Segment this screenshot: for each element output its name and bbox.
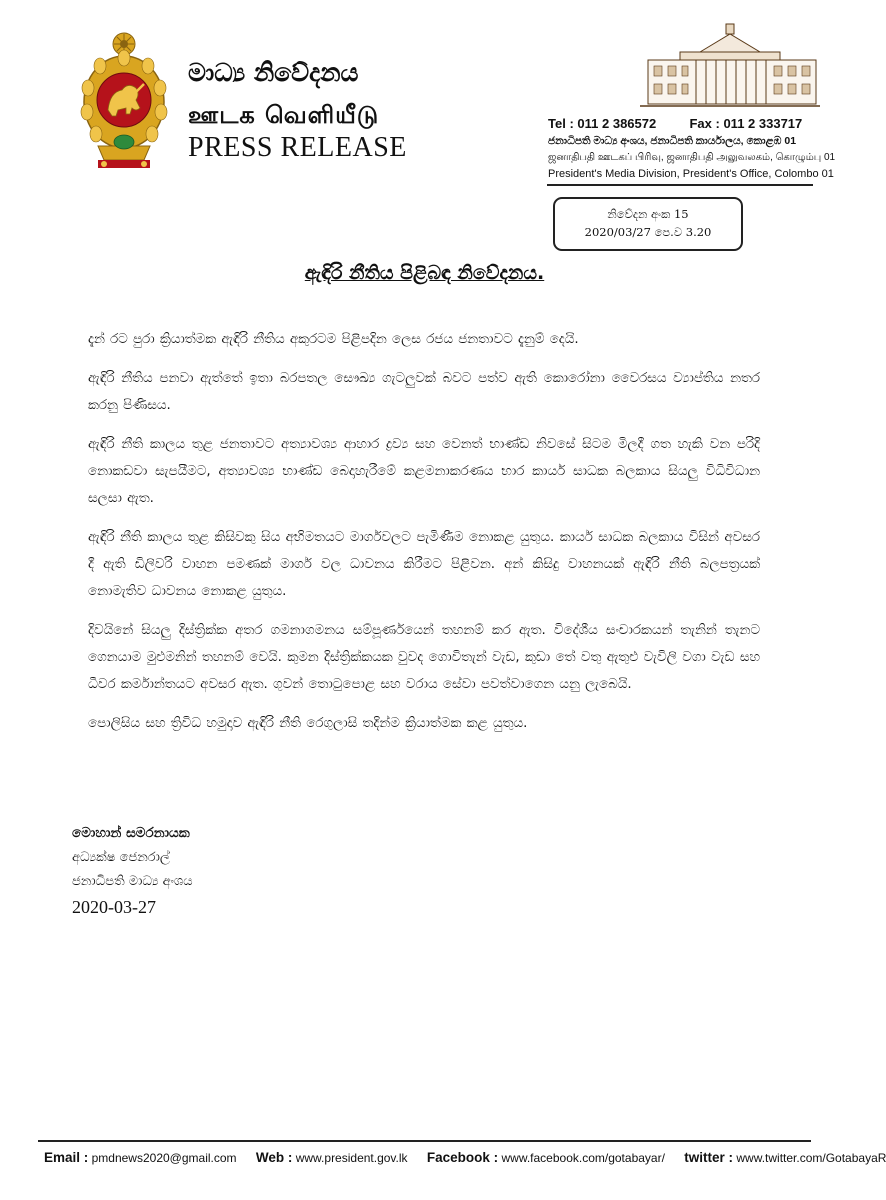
brand-english: PRESS RELEASE [188,132,407,163]
release-date-time: 2020/03/27 පෙ.ව 3.20 [584,225,712,239]
reference-box [553,197,743,251]
footer [44,1150,886,1165]
web-label: Web : [255,1150,293,1165]
sri-lanka-emblem-icon [78,30,170,170]
fax-value: 011 2 333717 [723,116,803,131]
contact-phones: Tel : 011 2 386572 Fax : 011 2 333717 [548,116,803,131]
tel-label: Tel [548,116,566,131]
email-link[interactable]: pmdnews2020@gmail.com [91,1151,237,1165]
paragraph: ඇඳිරි නීතිය පනවා ඇත්තේ ඉතා බරපතල සෞඛ්‍ය ගැටලුවක් බවට පත්ව ඇති කොරෝනා වෛරසය ව්‍යාප්තිය නතර කරනු පිණිසය. [88,371,760,413]
signatory-office: ජනාධිපති මාධ්‍ය අංශය [72,874,193,889]
brand-tamil: ஊடக வெளியீடு [188,100,380,129]
signature-block [72,820,193,920]
paragraph: දිවයිනේ සියලු දිස්ත්‍රික්ක අතර ගමනාගමනය සම්පූර්ණයෙන් තහනම් කර ඇත. විදේශීය සංචාරකයන් තැනින් තැනට ගෙනයාම මුළුමනින් තහනම් වෙයි. කුමන දිස්ත්‍රික්කයක වුවද ගොවිතැන් වැඩ, කුඩා තේ වතු ඇතුළු වැවිලි වගා වැඩ සහ ධීවර කර්මාන්තයට අවසර ඇත. ගුවන් තොටුපොළ සහ වරාය සේවා පවත්වාගෙන යනු ලැබෙයි. [88,623,760,692]
paragraph: ඇඳිරි නීති කාලය තුළ කිසිවකු සිය අභිමතයට මාර්ගවලට පැමිණීම නොකළ යුතුය. කාර්ය සාධක බලකාය විසින් අවසර දී ඇති ඩිලිවරි වාහන පමණක් මාර්ග වල ධාවනය කිරීමට පිළිවන. අන් කිසිදු වාහනයක් ඇඳිරි නීති බලපත්‍රයක් නොමැතිව ධාවනය නොකළ යුතුය. [88,530,760,599]
web-link[interactable]: www.president.gov.lk [295,1151,408,1165]
document-title: ඇඳිරි නීතිය පිළිබඳ නිවේදනය. [304,262,545,284]
address-english: President's Media Division, President's Office, Colombo 01 [548,168,834,180]
paragraph: ඇඳිරි නීති කාලය තුළ ජනතාවට අත්‍යාවශ්‍ය ආහාර ද්‍රව්‍ය සහ වෙනත් භාණ්ඩ නිවසේ සිටම මිලදී ගත හැකි වන පරිදි නොකඩවා සැපයීමට, අත්‍යාවශ්‍ය භාණ්ඩ බෙදාහැරීමේ කළමනාකරණය භාර කාර්ය සාධක බලකාය සියලු විධිවිධාන සලසා ඇත. [88,437,760,506]
signature-date: 2020-03-27 [72,897,156,917]
presidential-secretariat-building-icon [640,22,820,110]
twitter-link[interactable]: www.twitter.com/GotabayaR [736,1151,886,1165]
paragraph: දැන් රට පුරා ක්‍රියාත්මක ඇඳිරි නීතිය අකුරටම පිළිපදින ලෙස රජය ජනතාවට දැනුම් දෙයි. [88,332,579,347]
footer-divider [38,1140,811,1142]
paragraph: පොලිසිය සහ ත්‍රිවිධ හමුදාව ඇඳිරි නීති රෙගුලාසි තදින්ම ක්‍රියාත්මක කළ යුතුය. [88,716,528,731]
tel-value: 011 2 386572 [577,116,657,131]
brand-sinhala: මාධ්‍ය නිවේදනය [188,58,359,87]
release-number: නිවේදන අංක 15 [607,207,689,221]
header-divider [547,184,813,186]
body-text [88,326,760,749]
twitter-label: twitter : [684,1150,734,1165]
signatory-designation: අධ්‍යක්ෂ ජෙනරාල් [72,850,170,865]
facebook-link[interactable]: www.facebook.com/gotabayar/ [501,1151,665,1165]
address-sinhala: ජනාධිපති මාධ්‍ය අංශය, ජනාධිපති කාර්යාලය, කොළඹ 01 [548,135,797,147]
address-tamil: ஜனாதிபதி ஊடகப் பிரிவு, ஜனாதிபதி அலுவலகம், கொழும்பு 01 [548,152,836,163]
signatory-name: මොහාන් සමරනායක [72,825,190,841]
facebook-label: Facebook : [426,1150,499,1165]
email-label: Email : [44,1150,89,1165]
fax-label: Fax [689,116,712,131]
